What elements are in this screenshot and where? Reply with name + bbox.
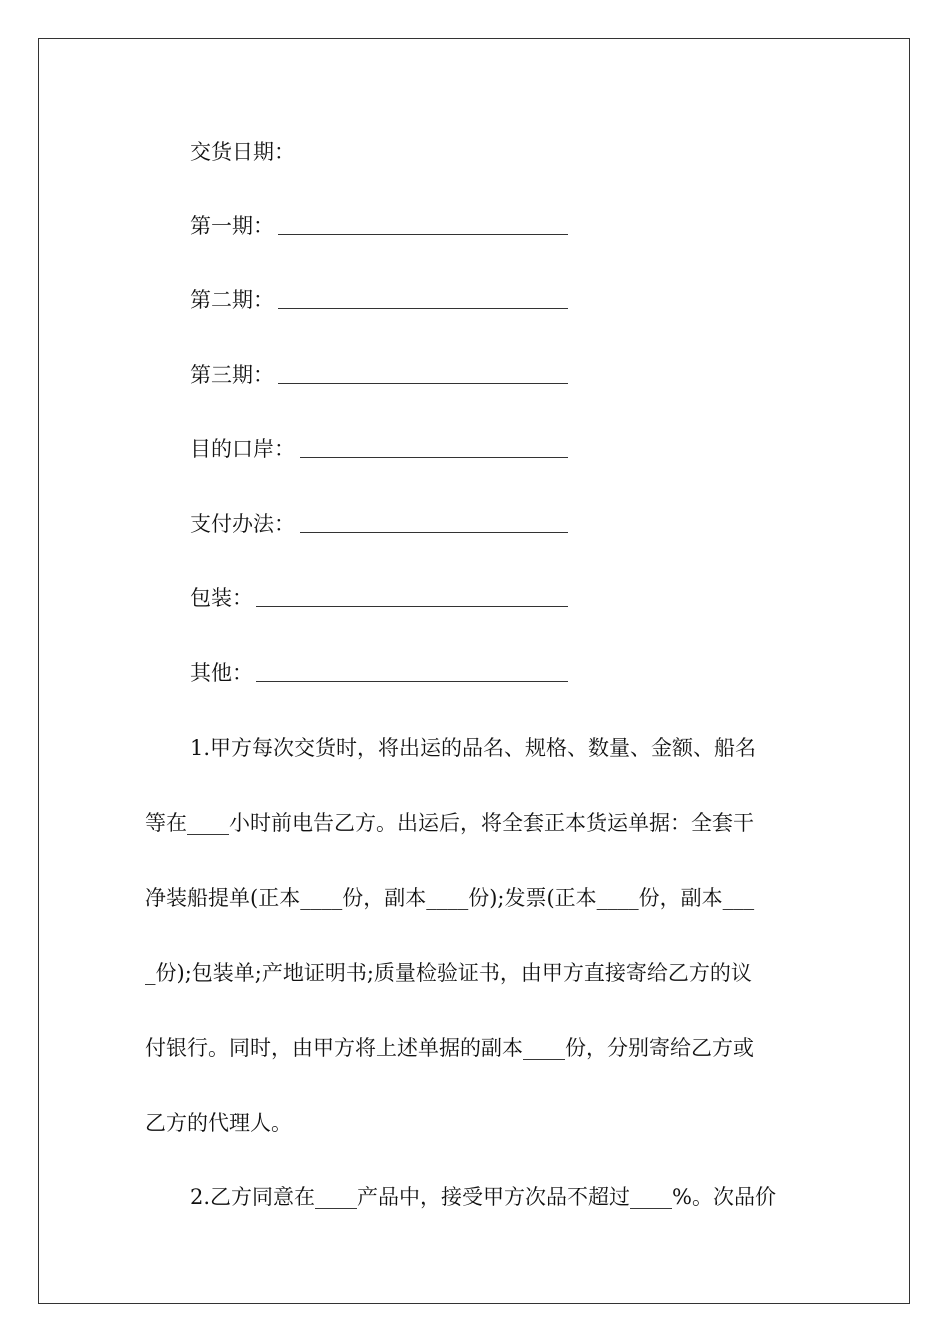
field-blank-phase-1[interactable] — [278, 234, 568, 235]
field-label-phase-2: 第二期： — [190, 288, 274, 312]
field-blank-other[interactable] — [256, 681, 568, 682]
field-label-payment-method: 支付办法： — [190, 512, 295, 536]
clause-1-line-2: 等在____小时前电告乙方。出运后，将全套正本货运单据：全套干 — [145, 811, 754, 835]
field-label-packaging: 包装： — [190, 586, 253, 610]
field-blank-payment-method[interactable] — [300, 532, 568, 533]
field-blank-destination-port[interactable] — [300, 457, 568, 458]
field-blank-phase-3[interactable] — [278, 383, 568, 384]
clause-1-line-5: 付银行。同时，由甲方将上述单据的副本____份，分别寄给乙方或 — [145, 1036, 754, 1060]
clause-1-line-6: 乙方的代理人。 — [145, 1111, 292, 1135]
clause-1-line-1: 1.甲方每次交货时，将出运的品名、规格、数量、金额、船名 — [190, 736, 757, 760]
field-label-other: 其他： — [190, 661, 253, 685]
clause-2-line-1: 2.乙方同意在____产品中，接受甲方次品不超过____%。次品价 — [190, 1185, 776, 1209]
field-label-destination-port: 目的口岸： — [190, 437, 295, 461]
field-blank-phase-2[interactable] — [278, 308, 568, 309]
delivery-date-label: 交货日期： — [190, 140, 295, 164]
clause-1-line-4: _份);包装单;产地证明书;质量检验证书，由甲方直接寄给乙方的议 — [145, 961, 752, 985]
field-label-phase-3: 第三期： — [190, 363, 274, 387]
field-label-phase-1: 第一期： — [190, 214, 274, 238]
field-blank-packaging[interactable] — [256, 606, 568, 607]
clause-1-line-3: 净装船提单(正本____份，副本____份);发票(正本____份，副本___ — [145, 886, 755, 910]
